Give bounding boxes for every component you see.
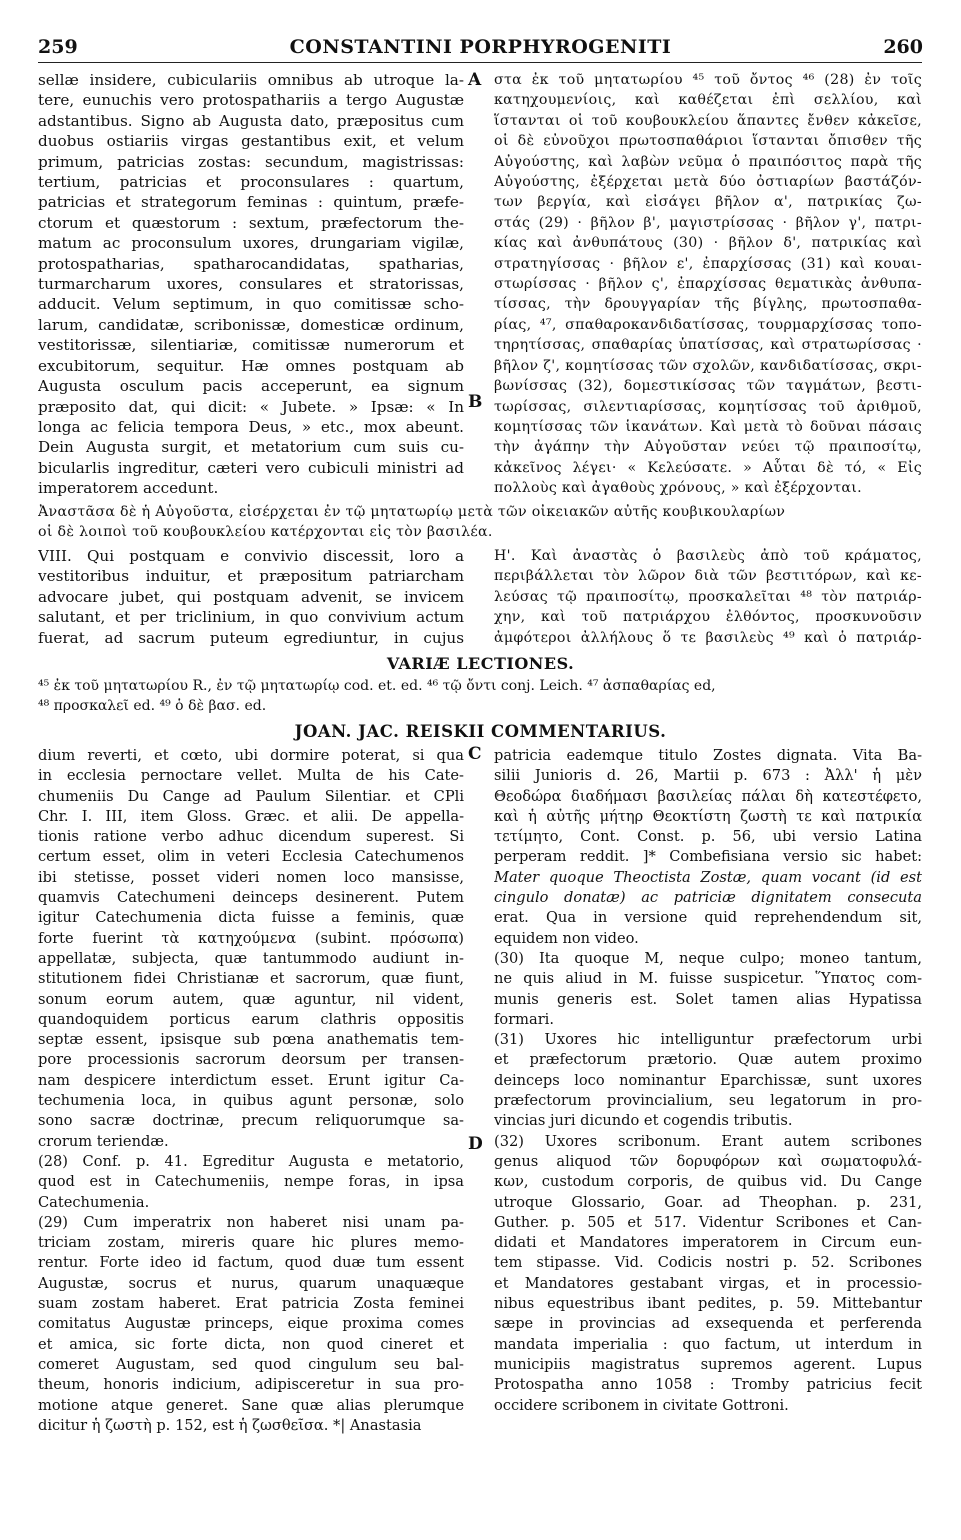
text-line: quod est in Catechumeniis, nempe foras, in ipsa (38, 1173, 464, 1191)
text-line: mandata imperialia : quo factum, ut interdum in (494, 1335, 922, 1353)
text-line: (31) Uxores hic intelliguntur præfectorum urbi (494, 1031, 922, 1049)
text-line: suam zostam haberet. Erat patricia Zosta feminei (38, 1295, 464, 1313)
text-line: (30) Ita quoque M, neque culpo; moneo tantum, (494, 949, 922, 967)
text-line: nam despicere interdictum esset. Erunt igitur Ca- (38, 1071, 464, 1089)
text-line: didati et Mandatores imperatorem in Circum eun- (494, 1234, 922, 1252)
marker-a: A (468, 70, 482, 90)
text-line: ne quis aliud in M. fuisse suspicetur. Ὕπατος com- (494, 970, 922, 988)
text-line: Αὐγούστης, καὶ λαβὼν νεῦμα ὁ πραιπόσιτος παρὰ τῆς (494, 153, 922, 170)
commentary-right-column (494, 746, 922, 1416)
text-line: κων, custodum corporis, de quibus vid. Du Cange (494, 1173, 922, 1191)
text-line: equidem non video. (494, 929, 639, 947)
text-line: (28) Conf. p. 41. Egreditur Augusta e metatorio, (38, 1152, 464, 1170)
variae-lectiones-heading: VARIÆ LECTIONES. (386, 654, 575, 673)
text-line: ἵστανται οἱ τοῦ κουβουκλείου ἅπαντες ἔνθεν κἀκεῖσε, (494, 112, 922, 129)
text-line: Mater quoque Theoctista Zostæ, quam vocant (id est (494, 868, 922, 886)
text-line: silii Junioris d. 26, Martii p. 673 : Ἀλλ' ἡ μὲν (494, 767, 922, 785)
greek-section-viii (494, 546, 922, 648)
text-line: motione atque generet. Sane quæ alias plerumque (38, 1396, 464, 1414)
text-line: Chr. I. III, item Gloss. Græc. et alii. De appella- (38, 807, 464, 825)
page-number-left: 259 (38, 36, 78, 58)
text-line: imperatorem accedunt. (38, 479, 219, 498)
text-line: chumeniis Du Cange ad Paulum Silentiar. et CPli (38, 787, 464, 805)
text-line: στα ἐκ τοῦ μητατωρίου ⁴⁵ τοῦ ὄντος ⁴⁶ (28) ἐν τοῖς (494, 72, 922, 88)
text-line: præfectorum provincialium, seu legatorum in pro- (494, 1092, 922, 1110)
text-line: primum, patricias zostas: secundum, magistrissas: (38, 152, 464, 171)
text-line: patricia eademque titulo Zostes dignata. Vita Ba- (494, 747, 922, 764)
text-line: tertium, patricias et proconsulares : quartum, (38, 173, 464, 192)
text-line: tem stipasse. Vid. Codicis nostri p. 52. Scribones (494, 1254, 922, 1272)
text-line: τὴν ἀγάπην τὴν Αὐγοῦσταν νεύει τῷ πραιποσίτῳ, (494, 439, 922, 456)
text-line: vincias juri dicundo et cogendis tributis. (494, 1112, 793, 1130)
text-line: VIII. Qui postquam e convivio discessit, loro a (38, 547, 464, 565)
variant-line: ⁴⁸ προσκαλεῖ ed. ⁴⁹ ὁ δὲ βασ. ed. (38, 698, 267, 714)
text-line: nibus equestribus ibant pedites, p. 59. Mittebantur (494, 1295, 922, 1313)
text-line: genus aliquod τῶν δορυφόρων καὶ σωματοφυλά- (494, 1152, 922, 1170)
text-line: τίσσας, τὴν δρουγγαρίαν τῆς βίγλης, πρωτοσπαθα- (494, 296, 922, 313)
text-line: advocare jubet, qui postquam advenit, se invicem (38, 587, 464, 606)
text-line: salutant, et per triclinium, in quo convivium actum (38, 608, 464, 627)
text-line: vestitorissæ, silentiariæ, comitissæ numerorum et (38, 336, 464, 355)
text-line: certum esset, olim in veteri Ecclesia Catechumenos (38, 848, 464, 866)
text-line: Augusta osculum pacis acceperunt, ea signum (38, 377, 464, 396)
variae-lectiones (38, 676, 922, 716)
text-line: patricias et strategorum feminas : quintum, præfe- (38, 193, 464, 212)
text-line: περιβάλλεται τὸν λῶρον διὰ τῶν βεστιτόρων, καὶ κε- (494, 568, 922, 585)
text-line: ρίας, ⁴⁷, σπαθαροκανδιδατίσσας, τουρμαρχίσσας τοπο- (494, 316, 922, 333)
greek-column (494, 70, 922, 499)
text-line: κίας καὶ ἀνθυπάτους (30) · βῆλον δ', πατρικίας καὶ (494, 235, 922, 252)
text-line: techumenia loca, in quibus agunt personæ, solo (38, 1092, 464, 1110)
text-line: sono sacræ doctrinæ, precum reliquorumque sa- (38, 1112, 464, 1130)
text-line: Protospatha anno 1058 : Tromby patricius fecit (494, 1376, 922, 1394)
text-line: longa ac felicia tempora Deus, » etc., mox abeunt. (38, 417, 464, 436)
text-line: tionis ratione verbo adhuc dicendum superest. Si (38, 828, 464, 846)
text-line: crorum teriendæ. (38, 1132, 169, 1150)
text-line: tere, eunuchis vero protospathariis a tergo Augustæ (38, 91, 464, 110)
text-line: χην, καὶ τοῦ πατριάρχου ἐλθόντος, προσκυνοῦσιν (494, 609, 922, 626)
text-line: erat. Qua in versione quid reprehendendum sit, (494, 909, 922, 927)
text-line: duobus ostiariis virgas gestantibus exit, et velum (38, 132, 464, 151)
text-line: Catechumenia. (38, 1193, 150, 1211)
text-line: οἱ δὲ εὐνοῦχοι πρωτοσπαθάριοι ἵστανται ὄπισθεν τῆς (494, 133, 922, 150)
text-line: municipiis magistratus supremos agerent. Lupus (494, 1355, 922, 1373)
text-line: pore processionis sacrorum deorsum per transen- (38, 1051, 464, 1069)
text-line: excubitorum, sequitur. Hæ omnes postquam ab (38, 356, 464, 375)
text-line: στωρίσσας · βῆλον ς', ἐπαρχίσσας θεματικὰς ἀνθυπα- (494, 276, 922, 293)
text-line: fuerat, ad sacrum puteum egrediuntur, in cujus (38, 628, 464, 647)
text-line: præposito dat, qui dicit: « Jubete. » Ipsæ: « In (38, 397, 464, 416)
text-line: βῆλον ζ', κομητίσσας τῶν σχολῶν, κανδιδατίσσας, σκρι- (494, 357, 922, 374)
text-line: et amica, sic forte dicta, non quod cineret et (38, 1335, 464, 1353)
text-line: ctorum et quæstorum : sextum, præfectorum the- (38, 213, 464, 232)
text-line: κἀκεῖνος λέγει· « Κελεύσατε. » Αὗται δὲ τό, « Εἰς (494, 459, 922, 476)
text-line: septæ essent, ipsisque sub pœna anathematis tem- (38, 1031, 464, 1049)
text-line: triciam zostam, mireris quare hic plures memo- (38, 1234, 464, 1252)
text-line: τετίμητο, Cont. Const. p. 56, ubi versio Latina (494, 828, 922, 846)
latin-column (38, 70, 464, 499)
text-line: forte fuerint τὰ κατηχούμενα (subint. πρόσωπα) (38, 929, 464, 947)
text-line: in ecclesia pernoctare vellet. Multa de his Cate- (38, 767, 464, 785)
header-rule (38, 62, 922, 63)
text-line: Η'. Καὶ ἀναστὰς ὁ βασιλεὺς ἀπὸ τοῦ κράματος, (494, 548, 922, 564)
text-line: theum, honoris indicium, adipisceretur in sua pro- (38, 1376, 464, 1394)
text-line: appellatæ, subjecta, quæ tantummodo audiunt in- (38, 949, 464, 967)
text-line: καὶ ἡ αὐτῆς μήτηρ Θεοκτίστη ζωστὴ τε καὶ πατρικία (494, 807, 922, 825)
text-line: κατηχουμενίοις, καὶ καθέζεται ἐπὶ σελλίου, καὶ (494, 92, 922, 109)
text-line: στρατηγίσσας · βῆλον ε', ἐπαρχίσσας (31) καὶ κουαι- (494, 255, 922, 272)
text-line: et Mandatores gestabant virgas, et in processio- (494, 1274, 922, 1292)
page-title: CONSTANTINI PORPHYROGENITI (289, 36, 672, 58)
commentary-heading: JOAN. JAC. REISKII COMMENTARIUS. (294, 722, 667, 741)
text-line: Dein Augusta surgit, et metatorium cum suis cu- (38, 438, 464, 457)
text-line: matum ac proconsulum uxores, drungariam vigilæ, (38, 234, 464, 253)
text-line: sæpe in provincias ad exsequenda et perferenda (494, 1315, 922, 1333)
text-line: πολλοὺς καὶ ἀγαθοὺς χρόνους, » καὶ ἐξέρχονται. (494, 480, 862, 497)
text-line: igitur Catechumenia dicta fuisse a feminis, quæ (38, 909, 464, 927)
text-line: ibi stetisse, posset videri nomen loco mansisse, (38, 868, 464, 886)
text-line: dium reverti, et cœto, ubi dormire poterat, si qua (38, 747, 464, 764)
marker-d: D (468, 1134, 483, 1154)
text-line: στάς (29) · βῆλον β', μαγιστρίσσας · βῆλον γ', πατρι- (494, 214, 922, 231)
text-line: Guther. p. 505 et 517. Videntur Scribones et Can- (494, 1213, 922, 1231)
text-line: τηρητίσσας, σπαθαρίας ὑπατίσσας, καὶ στρατωρίσσας · (494, 337, 922, 354)
commentary-left-column (38, 746, 464, 1436)
greek-fullwidth-lines (38, 502, 922, 543)
latin-section-viii (38, 546, 464, 648)
text-line: ἀμφότεροι ἀλλήλους ὅ τε βασιλεὺς ⁴⁹ καὶ ὁ πατριάρ- (494, 629, 922, 646)
text-line: Augustæ, socrus et nurus, quarum unaquæque (38, 1274, 464, 1292)
text-line: protospatharias, spatharocandidatas, spatharias, (38, 254, 464, 273)
text-line: quamvis Catechumeni deinceps desinerent. Putem (38, 889, 464, 907)
marker-b: B (468, 392, 483, 412)
text-line: rentur. Forte ideo id factum, quod duæ tum essent (38, 1254, 464, 1272)
text-line: sellæ insidere, cubiculariis omnibus ab utroque la- (38, 71, 464, 89)
text-line: larum, candidatæ, scribonissæ, domesticæ ordinum, (38, 315, 464, 334)
text-line: formari. (494, 1010, 554, 1028)
text-line: adstantibus. Signo ab Augusta dato, præpositus cum (38, 111, 464, 130)
text-line: sonum eorum autem, quæ aguntur, nil vident, (38, 990, 464, 1008)
text-line: Αὐγούστης, ἐξέρχεται μετὰ δύο ὀστιαρίων βαστάζόν- (494, 174, 922, 191)
text-line: vestitoribus induitur, et præpositum patriarcham (38, 567, 464, 586)
text-line: cingulo donatæ) ac patriciæ dignitatem consecuta (494, 889, 922, 907)
text-line: perperam reddit. ]* Combefisiana versio sic habet: (494, 848, 922, 866)
text-line: comitatus Augustæ princeps, eique proxima comes (38, 1315, 464, 1333)
text-line: quandoquidem porticus earum clathris oppositis (38, 1010, 464, 1028)
text-line: et præfectorum prætorio. Quæ autem proximo (494, 1051, 922, 1069)
text-line: κομητίσσας τῶν ἱκανάτων. Καὶ μετὰ τὸ δοῦναι πάσαις (494, 418, 922, 435)
text-line: comeret Augustam, sed quod cingulum seu bal- (38, 1355, 464, 1373)
text-line: deinceps loco nominantur Eparchissæ, sunt uxores (494, 1071, 922, 1089)
text-line: bicularlis ingreditur, cæteri vero cubiculi ministri ad (38, 458, 464, 477)
text-line: adducit. Velum septimum, in quo comitissæ scho- (38, 295, 464, 314)
text-line: Θεοδώρα διαδήμασι βασιλείας πάλαι δὴ κατεστέφετο, (494, 787, 922, 805)
text-line: βωνίσσας (32), δομεστικίσσας τῶν ταγμάτων, βεστι- (494, 378, 922, 395)
text-line: τωρίσσας, σιλεντιαρίσσας, κομητίσσας τοῦ ἀριθμοῦ, (494, 398, 922, 415)
text-line: Ἀναστᾶσα δὲ ἡ Αὐγοῦστα, εἰσέρχεται ἐν τῷ μητατωρίῳ μετὰ τῶν οἰκειακῶν αὐτῆς κουβικουλαρίων (38, 504, 786, 520)
text-line: (29) Cum imperatrix non haberet nisi unam pa- (38, 1213, 464, 1231)
text-line: utroque Glossario, Goar. ad Theophan. p. 231, (494, 1193, 922, 1211)
marker-c: C (468, 744, 482, 764)
text-line: stitutionem fidei Christianæ et sacrorum, quæ fiunt, (38, 970, 464, 988)
text-line: (32) Uxores scribonum. Erant autem scribones (494, 1132, 922, 1150)
text-line: turmarcharum uxores, consulares et stratorissas, (38, 275, 464, 294)
text-line: munis generis est. Solet tamen alias Hypatissa (494, 990, 922, 1008)
text-line: οἱ δὲ λοιποὶ τοῦ κουβουκλείου κατέρχονται εἰς τὸν βασιλέα. (38, 524, 493, 541)
text-line: των βεργία, καὶ εἰσάγει βῆλον α', πατρικίας ζω- (494, 194, 922, 211)
page-number-right: 260 (883, 36, 923, 58)
text-line: λεύσας τῷ πραιποσίτῳ, προσκαλεῖται ⁴⁸ τὸν πατριάρ- (494, 588, 922, 605)
variant-line: ⁴⁵ ἐκ τοῦ μητατωρίου R., ἐν τῷ μητατωρίῳ cod. et. ed. ⁴⁶ τῷ ὄντι conj. Leich. ⁴⁷ ἀσπαθαρίας ed, (38, 678, 716, 694)
text-line: occidere scribonem in civitate Gottroni. (494, 1396, 789, 1414)
text-line: dicitur ἡ ζωστὴ p. 152, est ἡ ζωσθεῖσα. *| Anastasia (38, 1416, 422, 1434)
